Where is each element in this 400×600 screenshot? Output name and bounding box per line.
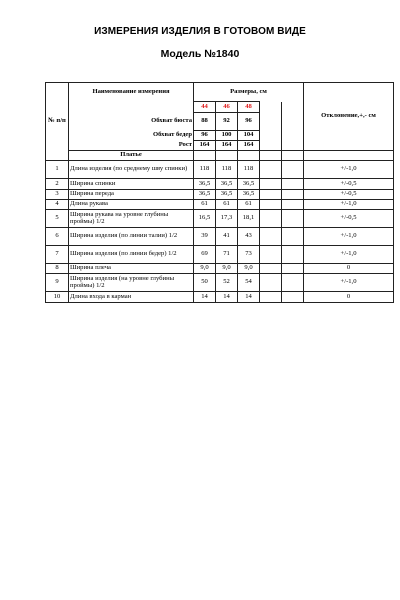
- measurement-row: [46, 190, 394, 200]
- empty-cell: [282, 200, 304, 210]
- param-label: Обхват бедер: [69, 131, 194, 141]
- size-value: 118: [238, 161, 260, 179]
- size-46: 46: [216, 102, 238, 113]
- model-number: Модель №1840: [160, 48, 240, 60]
- sizes-header: Размеры, см: [194, 83, 304, 102]
- size-48: 48: [238, 102, 260, 113]
- deviation-value: +/-0,5: [304, 179, 394, 190]
- empty-cell: [282, 179, 304, 190]
- size-value: 17,3: [216, 210, 238, 228]
- row-number: 3: [46, 190, 69, 200]
- size-value: 52: [216, 274, 238, 292]
- size-value: 118: [194, 161, 216, 179]
- deviation-header: Отклонение,+,- см: [304, 83, 394, 151]
- size-value: 61: [238, 200, 260, 210]
- measurement-row: [46, 179, 394, 190]
- size-value: 18,1: [238, 210, 260, 228]
- empty-cell: [260, 200, 282, 210]
- param-value: 100: [216, 131, 238, 141]
- size-value: 36,5: [238, 190, 260, 200]
- size-value: 61: [194, 200, 216, 210]
- size-value: 9,0: [216, 264, 238, 274]
- row-number: 2: [46, 179, 69, 190]
- size-value: 50: [194, 274, 216, 292]
- row-number: 1: [46, 161, 69, 179]
- size-value: 118: [216, 161, 238, 179]
- measurement-name: Длина рукава: [69, 200, 194, 210]
- deviation-value: +/-0,5: [304, 210, 394, 228]
- size-44: 44: [194, 102, 216, 113]
- param-value: 104: [238, 131, 260, 141]
- param-value: 96: [194, 131, 216, 141]
- measurement-name: Длина входа в карман: [69, 292, 194, 303]
- empty-cell: [282, 264, 304, 274]
- section-row: [46, 151, 394, 161]
- size-value: 36,5: [238, 179, 260, 190]
- size-value: 36,5: [216, 190, 238, 200]
- empty-cell: [260, 190, 282, 200]
- empty-cell: [260, 210, 282, 228]
- measurement-name: Ширина изделия (по линии талии) 1/2: [69, 228, 194, 246]
- param-value: 92: [216, 113, 238, 131]
- empty-cell: [282, 228, 304, 246]
- row-number: 7: [46, 246, 69, 264]
- num-header: № п/п: [46, 83, 69, 161]
- measurement-row: [46, 200, 394, 210]
- empty-cell: [282, 274, 304, 292]
- measurement-row: [46, 274, 394, 292]
- deviation-value: +/-1,0: [304, 246, 394, 264]
- deviation-value: +/-1,0: [304, 200, 394, 210]
- empty-cell: [282, 161, 304, 179]
- size-value: 39: [194, 228, 216, 246]
- deviation-value: +/-1,0: [304, 274, 394, 292]
- measurement-name: Длина изделия (по среднему шву спинки): [69, 161, 194, 179]
- measurement-row: [46, 292, 394, 303]
- size-value: 61: [216, 200, 238, 210]
- measurement-name: Ширина изделия (по линии бедер) 1/2: [69, 246, 194, 264]
- empty-cell: [282, 292, 304, 303]
- size-value: 41: [216, 228, 238, 246]
- empty-cell: [260, 179, 282, 190]
- measurement-row: [46, 228, 394, 246]
- row-number: 6: [46, 228, 69, 246]
- param-label: Обхват бюста: [69, 113, 194, 131]
- deviation-value: +/-1,0: [304, 161, 394, 179]
- param-value: 164: [194, 141, 216, 151]
- size-value: 69: [194, 246, 216, 264]
- deviation-value: +/-1,0: [304, 228, 394, 246]
- deviation-value: 0: [304, 264, 394, 274]
- param-value: 96: [238, 113, 260, 131]
- size-value: 73: [238, 246, 260, 264]
- empty-cell: [282, 246, 304, 264]
- empty-cell: [260, 292, 282, 303]
- param-label: Рост: [69, 141, 194, 151]
- size-value: 71: [216, 246, 238, 264]
- section-title: Платье: [69, 151, 194, 161]
- measurement-row: [46, 161, 394, 179]
- size-value: 9,0: [238, 264, 260, 274]
- size-value: 36,5: [194, 190, 216, 200]
- measurement-name: Ширина переда: [69, 190, 194, 200]
- param-value: 164: [238, 141, 260, 151]
- empty-cell: [260, 161, 282, 179]
- header-row: [46, 83, 394, 102]
- size-value: 36,5: [216, 179, 238, 190]
- measurements-table: [45, 82, 394, 303]
- measurement-row: [46, 210, 394, 228]
- size-value: 9,0: [194, 264, 216, 274]
- size-value: 36,5: [194, 179, 216, 190]
- row-number: 9: [46, 274, 69, 292]
- empty-cell: [260, 264, 282, 274]
- size-value: 54: [238, 274, 260, 292]
- measurement-row: [46, 264, 394, 274]
- deviation-value: 0: [304, 292, 394, 303]
- row-number: 5: [46, 210, 69, 228]
- name-header: Наименование измерения: [69, 83, 194, 102]
- empty-cell: [282, 190, 304, 200]
- size-value: 14: [238, 292, 260, 303]
- empty-cell: [282, 210, 304, 228]
- empty-cell: [260, 274, 282, 292]
- row-number: 8: [46, 264, 69, 274]
- measurement-name: Ширина рукава на уровне глубины проймы) 1/2: [69, 210, 194, 228]
- size-value: 14: [194, 292, 216, 303]
- measurement-name: Ширина изделия (на уровне глубины проймы) 1/2: [69, 274, 194, 292]
- size-value: 16,5: [194, 210, 216, 228]
- row-number: 10: [46, 292, 69, 303]
- param-value: 88: [194, 113, 216, 131]
- measurement-row: [46, 246, 394, 264]
- param-value: 164: [216, 141, 238, 151]
- deviation-value: +/-0,5: [304, 190, 394, 200]
- measurement-name: Ширина спинки: [69, 179, 194, 190]
- row-number: 4: [46, 200, 69, 210]
- size-value: 14: [216, 292, 238, 303]
- measurement-name: Ширина плеча: [69, 264, 194, 274]
- empty-cell: [260, 228, 282, 246]
- size-value: 43: [238, 228, 260, 246]
- document-title: ИЗМЕРЕНИЯ ИЗДЕЛИЯ В ГОТОВОМ ВИДЕ: [94, 26, 306, 37]
- empty-cell: [260, 246, 282, 264]
